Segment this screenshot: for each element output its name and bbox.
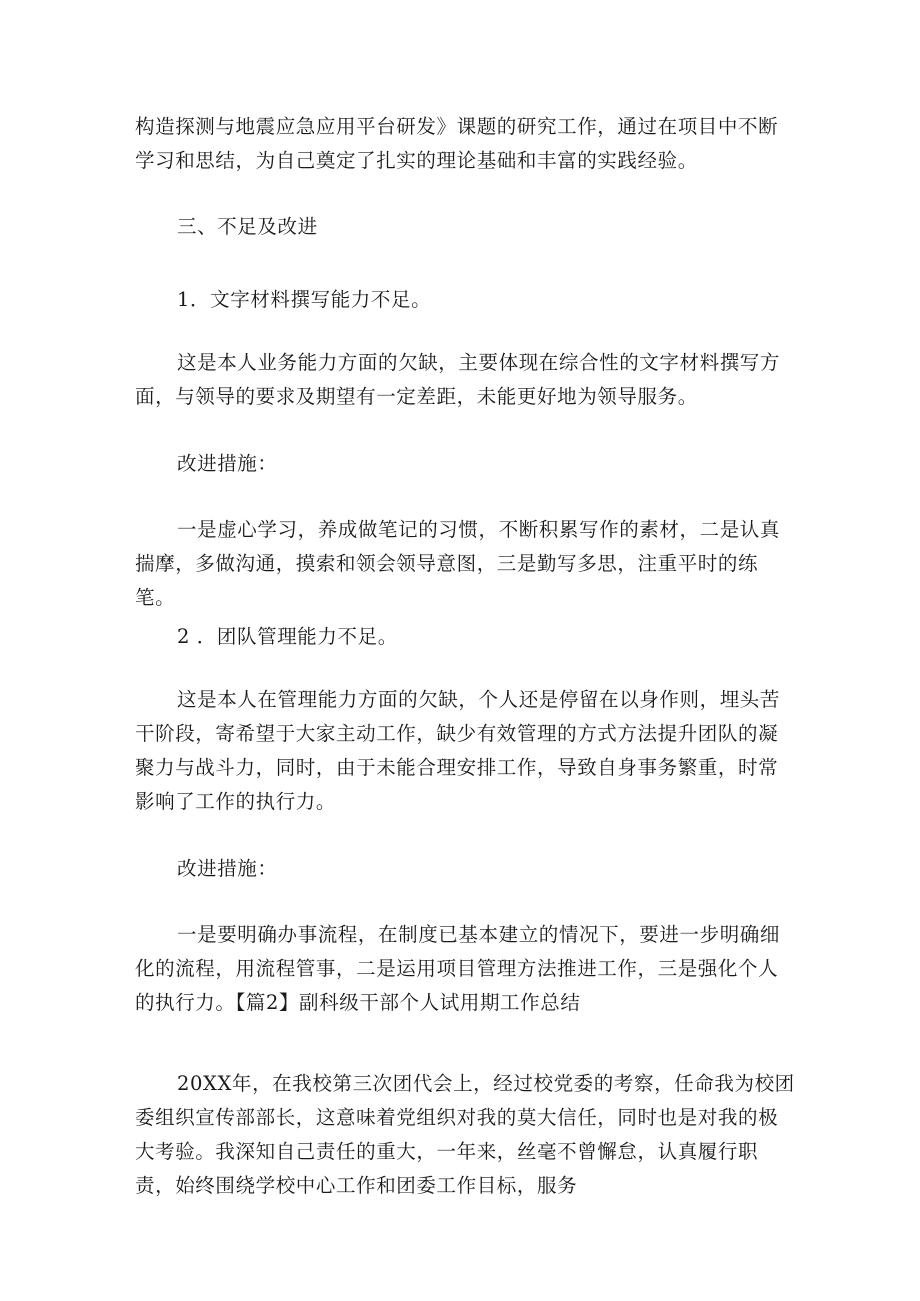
paragraph-management-shortcoming: 这是本人在管理能力方面的欠缺，个人还是停留在以身作则，埋头苦干阶段，寄希望于大家主动工作，缺少有效管理的方式方法提升团队的凝聚力与战斗力，同时，由于未能合理安排工作，导致自身事务繁重，时常影响了工作的执行力。 bbox=[135, 688, 781, 813]
subheading-team-management: 2 ．团队管理能力不足。 bbox=[177, 625, 398, 648]
paragraph-project-experience: 构造探测与地震应急应用平台研发》课题的研究工作，通过在项目中不断学习和思结，为自己奠定了扎实的理论基础和丰富的实践经验。 bbox=[135, 115, 779, 172]
subheading-writing-ability: 1．文字材料撰写能力不足。 bbox=[177, 288, 432, 311]
paragraph-management-measures: 一是要明确办事流程，在制度已基本建立的情况下，要进一步明确细化的流程，用流程管事，二是运用项目管理方法推进工作，三是强化个人的执行力。【篇2】副科级干部个人试用期工作总结 bbox=[135, 923, 781, 1014]
heading-improvement-measures-2: 改进措施： bbox=[177, 857, 278, 880]
paragraph-writing-shortcoming: 这是本人业务能力方面的欠缺，主要体现在综合性的文字材料撰写方面，与领导的要求及期望有一定差距，未能更好地为领导服务。 bbox=[135, 351, 781, 408]
section-heading-shortcomings: 三、不足及改进 bbox=[177, 215, 318, 238]
paragraph-writing-measures: 一是虚心学习，养成做笔记的习惯，不断积累写作的素材，二是认真揣摩，多做沟通，摸索和领会领导意图，三是勤写多思，注重平时的练笔。 bbox=[135, 518, 781, 609]
paragraph-trial-summary: 20XX年，在我校第三次团代会上，经过校党委的考察，任命我为校团委组织宣传部部长，这意味着党组织对我的莫大信任，同时也是对我的极大考验。我深知自己责任的重大，一年来，丝毫不曾懈怠，认真履行职责，始终围绕学校中心工作和团委工作目标，服务 bbox=[135, 1072, 795, 1197]
heading-improvement-measures-1: 改进措施： bbox=[177, 452, 278, 475]
